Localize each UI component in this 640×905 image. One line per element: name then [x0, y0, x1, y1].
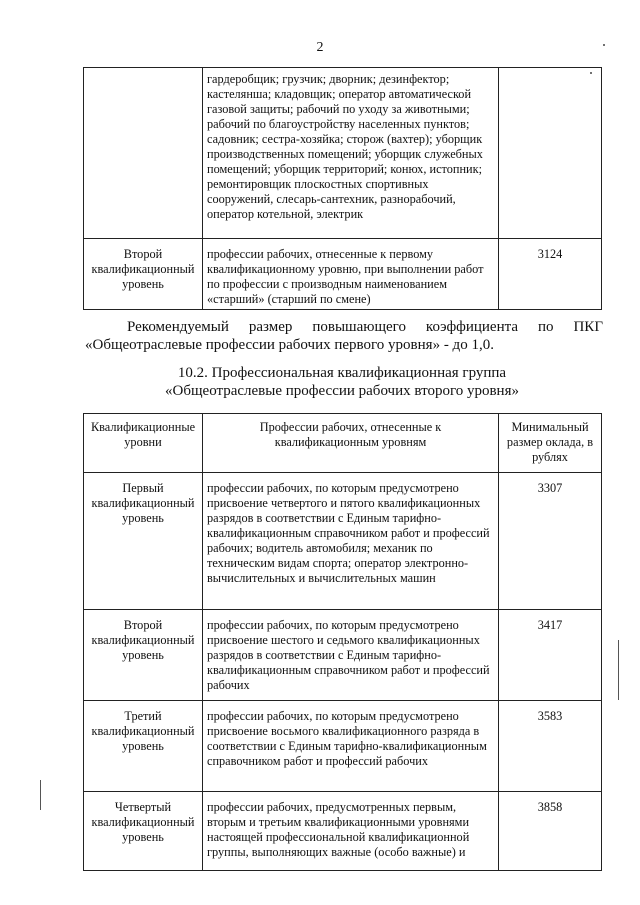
coefficient-recommendation: Рекомендуемый размер повышающего коэффициента по ПКГ «Общеотраслевые профессии рабочих первого уровня» - до 1,0.: [85, 319, 603, 353]
level-cell: Первый квалификационный уровень: [84, 473, 203, 610]
salary-cell: 3583: [499, 701, 602, 792]
level-cell: Третий квалификационный уровень: [84, 701, 203, 792]
header-levels: Квалификационные уровни: [84, 414, 203, 473]
salary-cell: 3417: [499, 610, 602, 701]
qualification-table-second-level: [83, 413, 602, 871]
salary-cell: 3124: [499, 239, 602, 310]
page-number: 2: [316, 40, 324, 55]
table-row: [84, 701, 602, 792]
salary-cell: 3307: [499, 473, 602, 610]
professions-cell: профессии рабочих, по которым предусмотрено присвоение шестого и седьмого квалификационных разрядов в соответствии с Единым тарифно-квалификационным справочником работ и профессий рабочих: [203, 610, 499, 701]
table-row: [84, 239, 602, 310]
level-cell: Четвертый квалификационный уровень: [84, 792, 203, 871]
level-cell: Второй квалификационный уровень: [84, 239, 203, 310]
scan-edge-line: [40, 780, 41, 810]
level-cell: Второй квалификационный уровень: [84, 610, 203, 701]
professions-cell: профессии рабочих, отнесенные к первому квалификационному уровню, при выполнении работ по профессии с производным наименованием «старший» (старший по смене): [203, 239, 499, 310]
group-title-line-1: 10.2. Профессиональная квалификационная группа: [177, 365, 507, 381]
salary-cell: 3858: [499, 792, 602, 871]
professions-cell: гардеробщик; грузчик; дворник; дезинфектор; кастелянша; кладовщик; оператор автоматической газовой защиты; рабочий по уходу за животными; рабочий по благоустройству населенных пунктов; садовник; сестра-хозяйка; сторож (вахтер); уборщик производственных помещений; уборщик служебных помещений; уборщик территорий; конюх, истопник; ремонтировщик плоскостных спортивных сооружений, слесарь-сантехник, разнорабочий, оператор котельной, электрик: [203, 68, 499, 239]
professions-cell: профессии рабочих, по которым предусмотрено присвоение восьмого квалификационного разряда в соответствии с Единым тарифно-квалификационным справочником работ и профессий рабочих: [203, 701, 499, 792]
scan-edge-line: [618, 640, 619, 700]
table-row: [84, 68, 602, 239]
table-row: [84, 473, 602, 610]
group-title-line-2: «Общеотраслевые профессии рабочих второго уровня»: [165, 383, 519, 399]
header-professions: Профессии рабочих, отнесенные к квалификационным уровням: [203, 414, 499, 473]
header-salary: Минимальный размер оклада, в рублях: [499, 414, 602, 473]
table-row: [84, 792, 602, 871]
table-header-row: [84, 414, 602, 473]
professions-cell: профессии рабочих, предусмотренных первым, вторым и третьим квалификационными уровнями настоящей профессиональной квалификационной группы, выполняющих важные (особо важные) и: [203, 792, 499, 871]
salary-cell: [499, 68, 602, 239]
professions-cell: профессии рабочих, по которым предусмотрено присвоение четвертого и пятого квалификационных разрядов в соответствии с Единым тарифно-квалификационным справочником работ и профессий рабочих; водитель автомобиля; механик по техническим видам спорта; оператор электронно-вычислительных и вычислительных машин: [203, 473, 499, 610]
qualification-table-continued: [83, 67, 602, 310]
scan-speck: [603, 44, 605, 46]
group-title: [83, 364, 601, 400]
level-cell: [84, 68, 203, 239]
table-row: [84, 610, 602, 701]
